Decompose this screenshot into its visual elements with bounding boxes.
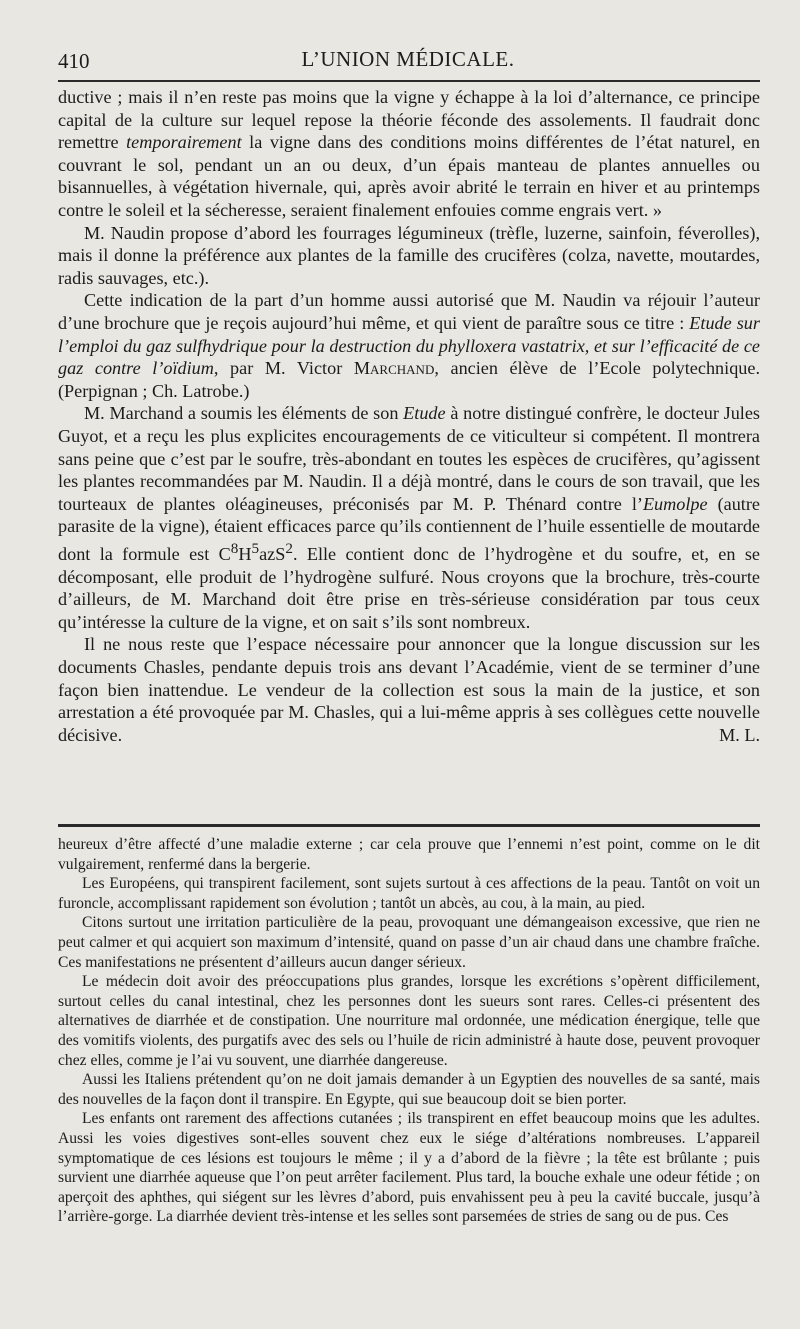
paragraph: heureux d’être affecté d’une maladie externe ; car cela prouve que l’ennemi n’est point, comme on le dit vulgairement, renfermé dans la bergerie.	[58, 836, 760, 873]
header-rule	[58, 80, 760, 82]
paragraph: Les enfants ont rarement des affections cutanées ; ils transpirent en effet beaucoup moins que les adultes. Aussi les voies digestives sont-elles souvent chez eux le siége d’altérations nombreuses. L’appareil symptomatique de ces lésions est toujours le même ; il y a d’abord de la fièvre ; la tête est brûlante ; puis survient une diarrhée aqueuse que l’on peut arrêter facilement. Plus tard, la bouche exhale une odeur fétide ; on aperçoit des aphthes, qui siégent sur les lèvres d’abord, puis envahissent peu à peu la cavité buccale, jusqu’à l’arrière-gorge. La diarrhée devient très-intense et les selles sont parsemées de stries de sang ou de pus. Ces	[58, 1110, 760, 1226]
paragraph: ductive ; mais il n’en reste pas moins que la vigne y échappe à la loi d’alternance, ce principe capital de la culture sur lequel repose la théorie féconde des assolements. Il faudrait donc remettre temporairement la vigne dans des conditions moins différentes de l’état naturel, en couvrant le sol, pendant un an ou deux, d’un épais manteau de plantes annuelles ou bisannuelles, à végétation hivernale, qui, après avoir abrité le terrain en hiver et au printemps contre le soleil et la sécheresse, seraient finalement enfouies comme engrais vert. »	[58, 87, 760, 220]
feuilleton-rule	[58, 824, 760, 827]
signature: M. L.	[719, 724, 760, 745]
page-header	[58, 45, 758, 77]
paragraph: M. Naudin propose d’abord les fourrages légumineux (trèfle, luzerne, sainfoin, féverolles), mais il donne la préférence aux plantes de la famille des crucifères (colza, navette, moutardes, radis sauvages, etc.).	[58, 222, 760, 288]
paragraph: Aussi les Italiens prétendent qu’on ne doit jamais demander à un Egyptien des nouvelles de sa santé, mais des nouvelles de la façon dont il transpire. En Egypte, qui sue beaucoup doit se bien porter.	[58, 1071, 760, 1108]
paragraph: Cette indication de la part d’un homme aussi autorisé que M. Naudin va réjouir l’auteur d’une brochure que je reçois aujourd’hui même, et qui vient de paraître sous ce titre : Etude sur l’emploi du gaz sulfhydrique pour la destruction du phylloxera vastatrix, et sur l’efficacité de ce gaz contre l’oïdium, par M. Victor Marchand, ancien élève de l’Ecole polytechnique. (Perpignan ; Ch. Latrobe.)	[58, 290, 761, 401]
paragraph: Le médecin doit avoir des préoccupations plus grandes, lorsque les excrétions s’opèrent difficilement, surtout celles du canal intestinal, chez les personnes dont les sueurs sont rares. Celles-ci présentent des alternatives de diarrhée et de constipation. Une nourriture mal ordonnée, une médication énergique, telle que des vomitifs violents, des purgatifs avec des sels ou l’huile de ricin administré à haute dose, peuvent provoquer chez elles, comme je l’ai vu souvent, une diarrhée dangereuse.	[58, 973, 760, 1069]
paragraph: Il ne nous reste que l’espace nécessaire pour annoncer que la longue discussion sur les documents Chasles, pendante depuis trois ans devant l’Académie, vient de se terminer d’une façon bien inattendue. Le vendeur de la collection est sous la main de la justice, et son arrestation a été provoquée par M. Chasles, qui a lui-même appris à ses collègues cette nouvelle décisive. M. L.	[58, 634, 760, 745]
paragraph: M. Marchand a soumis les éléments de son Etude à notre distingué confrère, le docteur Jules Guyot, et a reçu les plus explicites encouragements de ce viticulteur si compétent. Il montrera sans peine que c’est par le soufre, très-abondant en toutes les espèces de crucifères, qu’agissent les plantes recommandées par M. Naudin. Il a déjà montré, dans le cours de son travail, que les tourteaux de plantes oléagineuses, préconisés par M. P. Thénard contre l’Eumolpe (autre parasite de la vigne), étaient efficaces parce qu’ils contiennent de l’huile essentielle de moutarde dont la formule est $C^8H^5azS^2$. Elle contient donc de l’hydrogène et du soufre, et, en se décomposant, elle produit de l’hydrogène sulfuré. Nous croyons que la brochure, très-courte d’ailleurs, de M. Marchand doit être prise en très-sérieuse considération par tous ceux qu’intéresse la culture de la vigne, et on sait s’ils sont nombreux.	[58, 403, 760, 632]
paragraph: Les Européens, qui transpirent facilement, sont sujets surtout à ces affections de la peau. Tantôt on voit un furoncle, accomplissant rapidement son évolution ; tantôt un abcès, au cou, à la main, au pied.	[58, 875, 760, 912]
feuilleton	[58, 835, 760, 1227]
running-title: L’UNION MÉDICALE.	[301, 47, 515, 71]
main-article	[58, 86, 760, 746]
paragraph: Citons surtout une irritation particulière de la peau, provoquant une démangeaison excessive, que rien ne peut calmer et qui acquiert son maximum d’intensité, quand on passe d’un air chaud dans une chambre fraîche. Ces manifestations ne présentent d’ailleurs aucun danger sérieux.	[58, 914, 760, 971]
page-number: 410	[58, 49, 90, 73]
